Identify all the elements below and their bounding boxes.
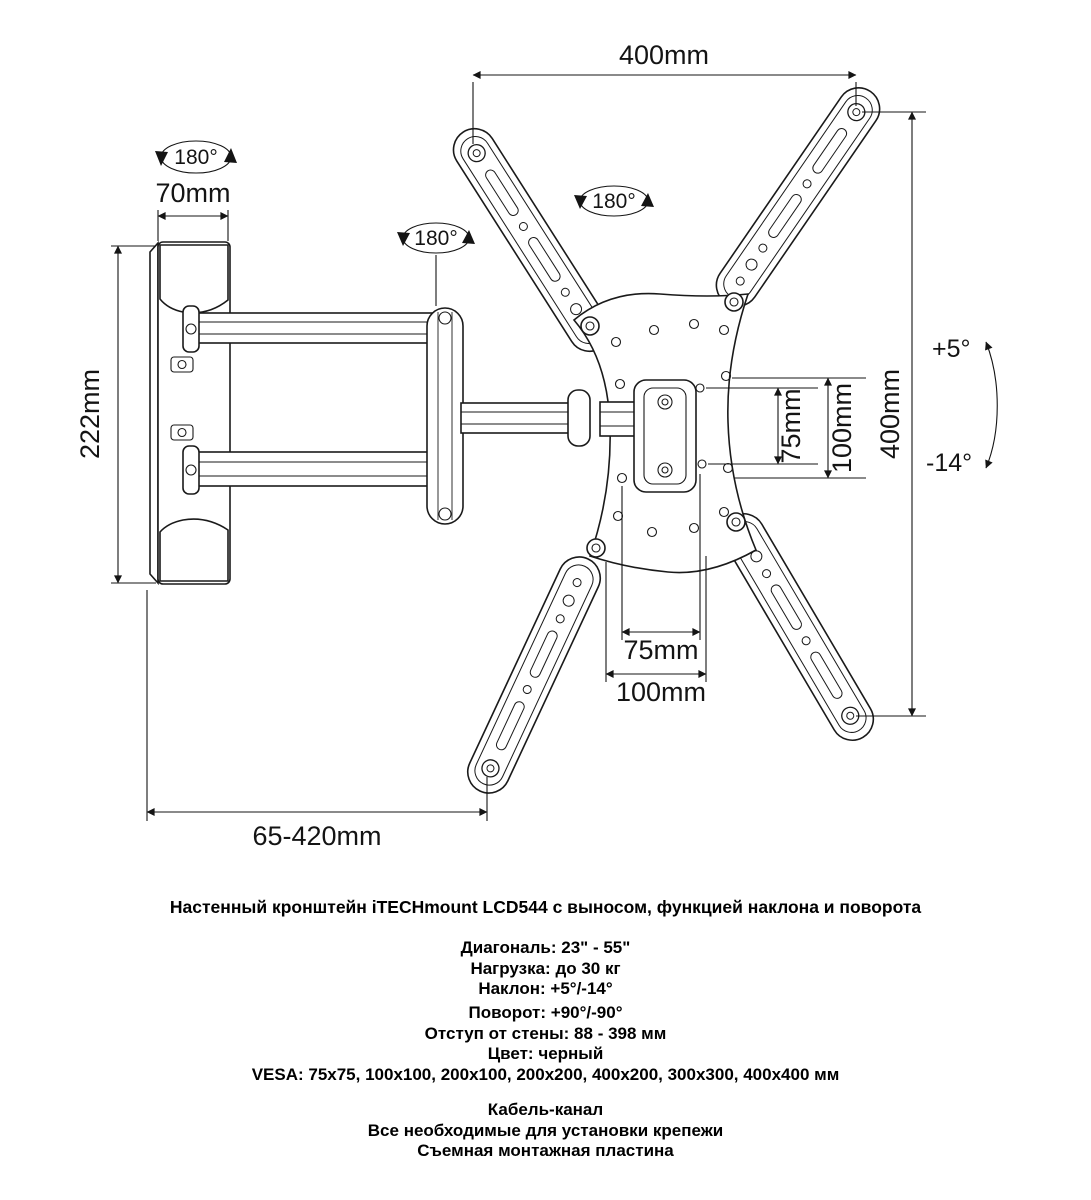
- dim-arm-extension: [147, 590, 487, 851]
- tilt-up-label: +5°: [932, 335, 971, 363]
- specs-group-1: [0, 938, 1091, 1000]
- tilt-down-label: -14°: [926, 449, 973, 477]
- swivel-plate-label: 180°: [592, 190, 636, 213]
- swivel-arrowhead: [224, 148, 237, 163]
- spec-cable-channel: Кабель-канал: [487, 1100, 604, 1119]
- dim-vesa-height-75-label: 75mm: [776, 388, 806, 464]
- dim-vesa-width-100-label: 100mm: [615, 677, 707, 707]
- wall-lug-bottom: [183, 446, 199, 494]
- dim-wall-width-label: 70mm: [155, 178, 231, 208]
- swivel-indicator-plate: [574, 186, 654, 216]
- spec-color: Цвет: черный: [487, 1044, 604, 1063]
- dim-vesa-width-75-label: 75mm: [623, 635, 699, 665]
- wall-plate-top-grip: [160, 245, 228, 313]
- wall-lug-top: [183, 306, 199, 352]
- spec-load: Нагрузка: до 30 кг: [470, 958, 621, 978]
- spec-wall-distance: Отступ от стены: 88 - 398 мм: [424, 1023, 667, 1043]
- dim-wall-height-label: 222mm: [75, 368, 105, 460]
- vesa-arm-lower-left: [461, 550, 607, 800]
- wall-plate-side-face: [150, 243, 158, 583]
- wall-plate: [150, 242, 230, 584]
- swivel-indicator-arm: [397, 223, 475, 306]
- dim-top-width: [473, 40, 856, 144]
- spec-vesa: VESA: 75x75, 100x100, 200x100, 200x200, 400x200, 300x300, 400x400 мм: [251, 1064, 840, 1084]
- swivel-arrowhead: [641, 193, 654, 207]
- forearm-link: [461, 390, 590, 446]
- spec-removable-plate: Съемная монтажная пластина: [417, 1141, 674, 1160]
- swivel-wall-label: 180°: [174, 146, 218, 169]
- swivel-hinge-column: [427, 308, 463, 524]
- dim-top-width-label: 400mm: [618, 40, 710, 70]
- swivel-arrowhead: [397, 232, 410, 246]
- spec-tilt: Наклон: +5°/-14°: [478, 979, 613, 998]
- arm-bar-bottom: [196, 452, 446, 486]
- swivel-arrowhead: [574, 195, 587, 209]
- elbow-joint: [568, 390, 590, 446]
- dim-vesa-height-100-label: 100mm: [827, 382, 857, 474]
- swivel-arrowhead: [155, 151, 168, 166]
- specs-group-2: [0, 1003, 1091, 1085]
- arm-bar-top: [196, 313, 446, 343]
- tilt-range-indicator: [926, 335, 997, 477]
- spec-swivel: Поворот: +90°/-90°: [468, 1003, 623, 1022]
- spec-diagonal: Диагональ: 23" - 55": [460, 938, 631, 957]
- dim-right-height-label: 400mm: [875, 368, 905, 460]
- swivel-indicator-wall: [155, 141, 237, 173]
- dim-wall-plate-height: [75, 246, 156, 583]
- spec-fasteners: Все необходимые для установки крепежи: [367, 1120, 724, 1140]
- dim-arm-extension-label: 65-420mm: [252, 821, 382, 851]
- dim-right-height: [856, 112, 926, 716]
- wall-plate-bottom-grip: [160, 519, 228, 581]
- dim-wall-plate-width: [155, 178, 230, 241]
- swivel-arrowhead: [462, 230, 475, 244]
- vesa-arm-upper-right: [708, 80, 888, 315]
- product-title: Настенный кронштейн iTECHmount LCD544 с выносом, функцией наклона и поворота: [169, 897, 922, 917]
- specs-group-3: [0, 1100, 1091, 1162]
- swivel-arm-label: 180°: [414, 227, 458, 250]
